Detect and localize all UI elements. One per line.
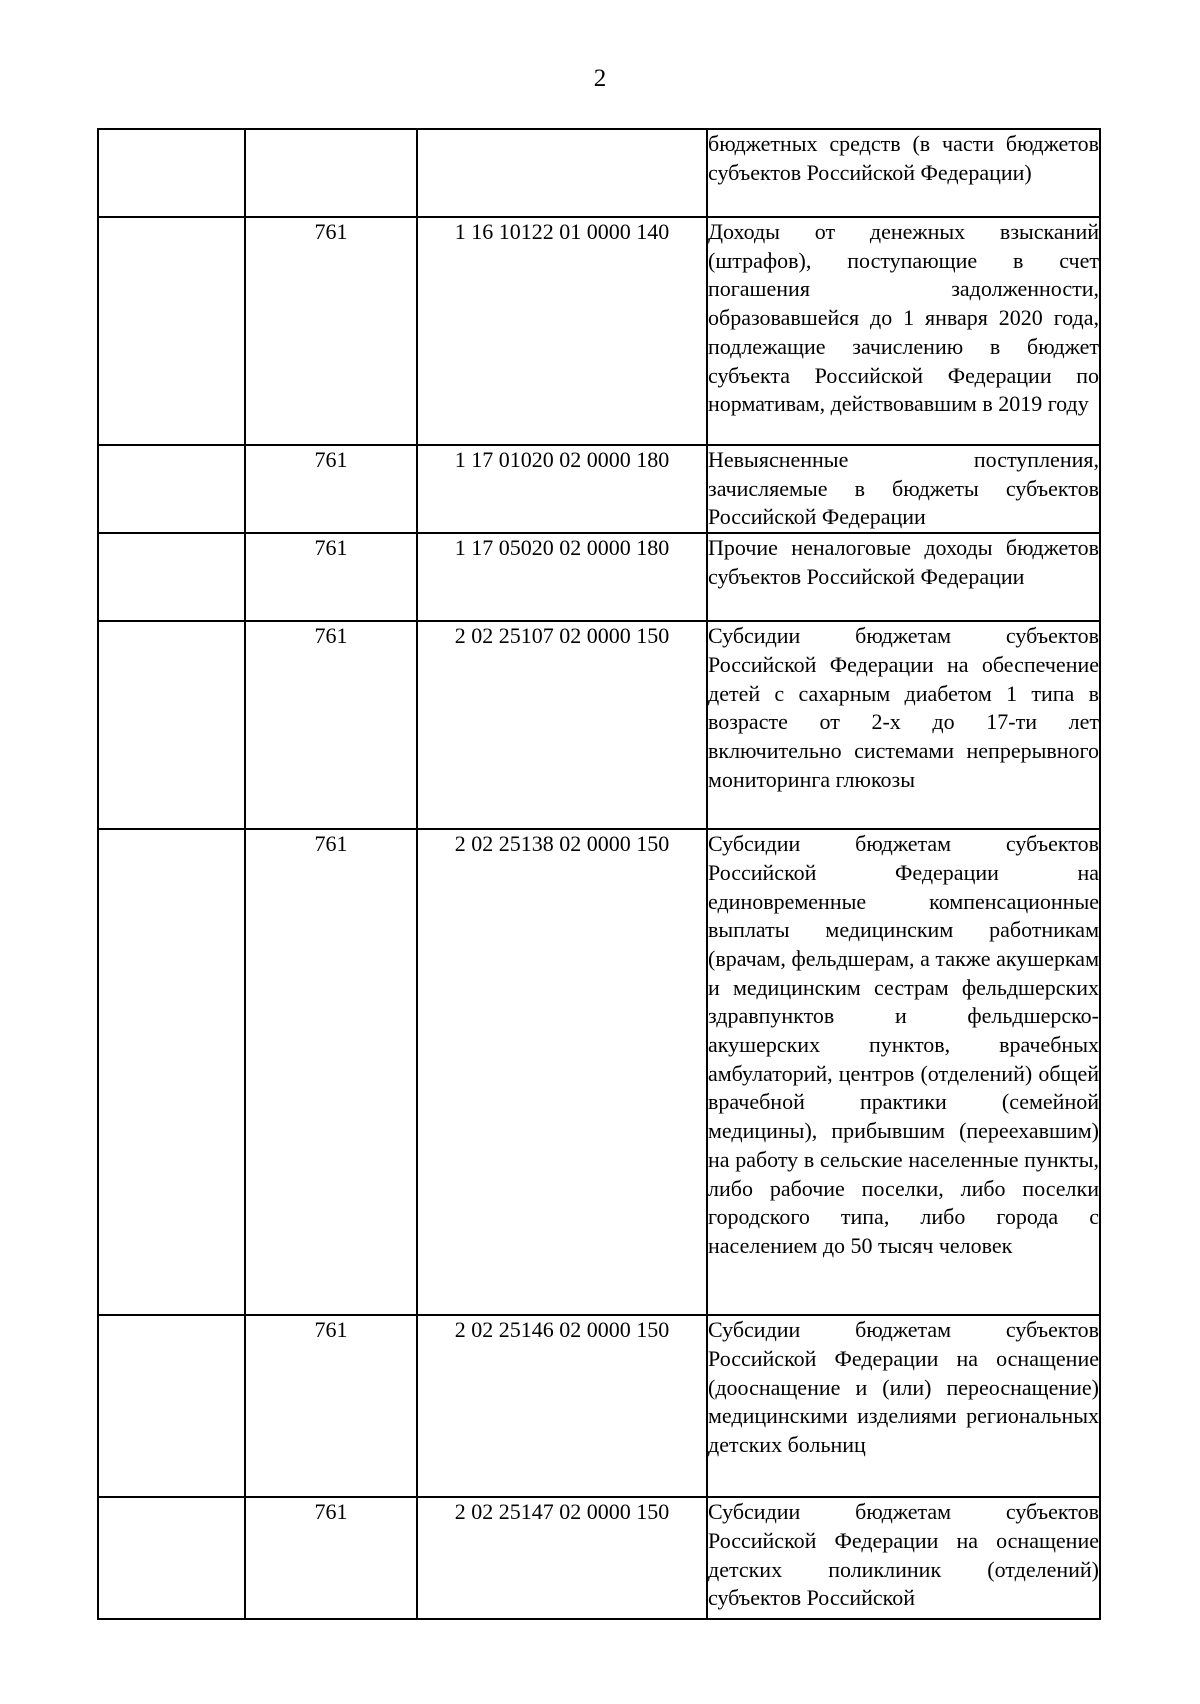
revenue-code-cell: 2 02 25146 02 0000 150	[417, 1315, 707, 1497]
revenue-code-cell: 2 02 25147 02 0000 150	[417, 1497, 707, 1619]
admin-code-cell: 761	[245, 1497, 417, 1619]
table-row	[98, 217, 1100, 445]
table-row	[98, 533, 1100, 621]
revenue-name-cell: Прочие неналоговые доходы бюджетов субъектов Российской Федерации	[707, 533, 1100, 621]
revenue-name-cell: бюджетных средств (в части бюджетов субъектов Российской Федерации)	[707, 129, 1100, 217]
revenue-code-cell: 2 02 25107 02 0000 150	[417, 621, 707, 829]
revenue-name-cell: Невыясненные поступления, зачисляемые в бюджеты субъектов Российской Федерации	[707, 445, 1100, 533]
page-number: 2	[593, 65, 607, 92]
admin-code-cell: 761	[245, 445, 417, 533]
empty-cell	[98, 533, 245, 621]
revenue-code-cell: 1 17 01020 02 0000 180	[417, 445, 707, 533]
empty-cell	[98, 829, 245, 1315]
revenue-code-cell: 2 02 25138 02 0000 150	[417, 829, 707, 1315]
budget-codes-table	[97, 128, 1101, 1620]
table-row	[98, 445, 1100, 533]
table-row	[98, 129, 1100, 217]
empty-cell	[98, 217, 245, 445]
revenue-name-cell: Доходы от денежных взысканий (штрафов), поступающие в счет погашения задолженности, образовавшейся до 1 января 2020 года, подлежащие зачислению в бюджет субъекта Российской Федерации по нормативам, действовавшим в 2019 году	[707, 217, 1100, 445]
admin-code-cell: 761	[245, 217, 417, 445]
revenue-name-cell: Субсидии бюджетам субъектов Российской Федерации на единовременные компенсационные выплаты медицинским работникам (врачам, фельдшерам, а также акушеркам и медицинским сестрам фельдшерских здравпунктов и фельдшерско-акушерских пунктов, врачебных амбулаторий, центров (отделений) общей врачебной практики (семейной медицины), прибывшим (переехавшим) на работу в сельские населенные пункты, либо рабочие поселки, либо поселки городского типа, либо города с населением до 50 тысяч человек	[707, 829, 1100, 1315]
empty-cell	[98, 1497, 245, 1619]
table-row	[98, 621, 1100, 829]
empty-cell	[98, 445, 245, 533]
revenue-code-cell: 1 17 05020 02 0000 180	[417, 533, 707, 621]
admin-code-cell: 761	[245, 621, 417, 829]
revenue-code-cell: 1 16 10122 01 0000 140	[417, 217, 707, 445]
empty-cell	[98, 129, 245, 217]
table-row	[98, 1497, 1100, 1619]
table-row	[98, 829, 1100, 1315]
empty-cell	[98, 621, 245, 829]
admin-code-cell	[245, 129, 417, 217]
admin-code-cell: 761	[245, 1315, 417, 1497]
admin-code-cell: 761	[245, 533, 417, 621]
revenue-name-cell: Субсидии бюджетам субъектов Российской Федерации на оснащение детских поликлиник (отделений) субъектов Российской	[707, 1497, 1100, 1619]
revenue-name-cell: Субсидии бюджетам субъектов Российской Федерации на оснащение (дооснащение и (или) переоснащение) медицинскими изделиями региональных детских больниц	[707, 1315, 1100, 1497]
revenue-name-cell: Субсидии бюджетам субъектов Российской Федерации на обеспечение детей с сахарным диабетом 1 типа в возрасте от 2-х до 17-ти лет включительно системами непрерывного мониторинга глюкозы	[707, 621, 1100, 829]
empty-cell	[98, 1315, 245, 1497]
table-row	[98, 1315, 1100, 1497]
admin-code-cell: 761	[245, 829, 417, 1315]
revenue-code-cell	[417, 129, 707, 217]
